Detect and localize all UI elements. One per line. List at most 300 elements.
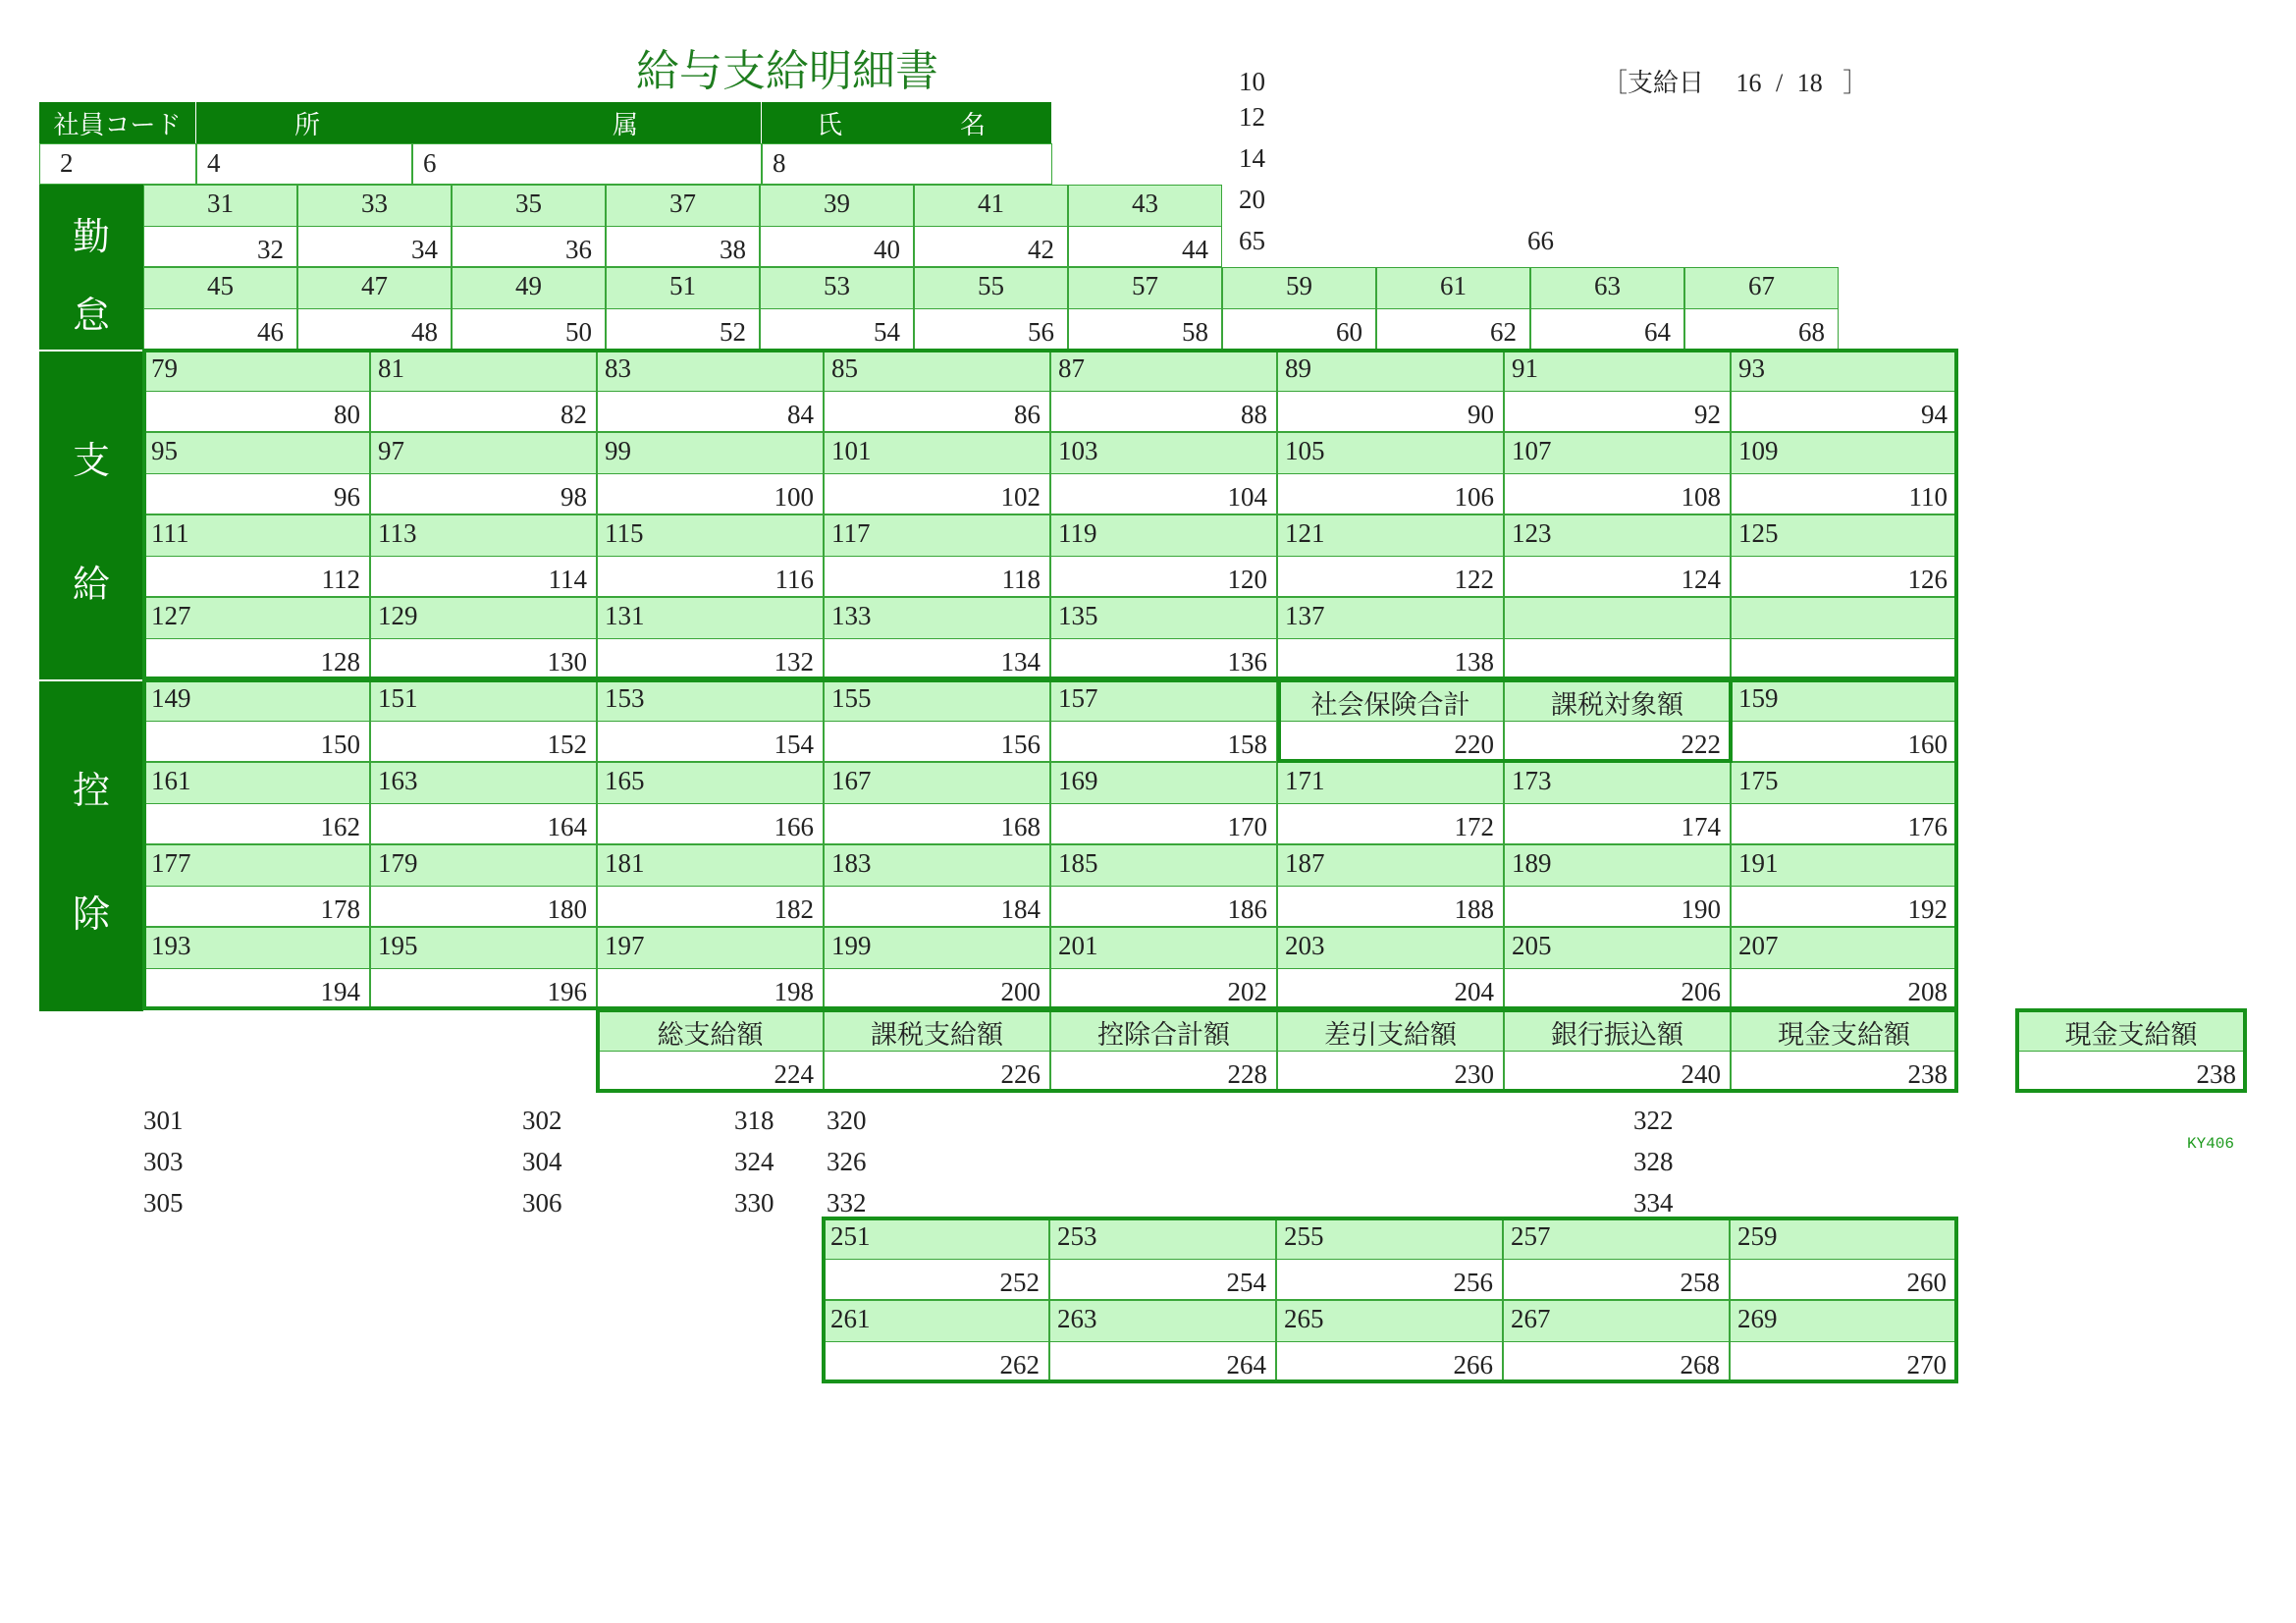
deduction-cell-r3-c6-value: 206 [1681,977,1721,1006]
deduction-cell-r3-c4 [1050,927,1277,1009]
payment-cell-r3-c3 [824,597,1050,679]
deduction-cell-r3-c4-value: 202 [1227,977,1267,1006]
payment-cell-r2-c3-value: 118 [1001,565,1041,594]
extra-cell-r1-c0 [823,1300,1049,1382]
totals-cell-2-label: 控除合計額 [1097,1020,1230,1051]
payment-cell-r0-c6-value: 92 [1694,400,1721,429]
code-20: 20 [1239,185,1265,214]
deduction-cell-r1-c0-value: 162 [320,812,360,841]
deduction-cell-r0-c1-value: 152 [547,730,587,759]
payment-cell-r2-c1-label: 113 [378,518,417,548]
totals-cell-5 [1731,1009,1957,1092]
payment-cell-r2-c5 [1277,514,1504,597]
deduction-cell-r2-c4 [1050,844,1277,927]
page-title: 給与支給明細書 [636,46,938,96]
extra-cell-r0-c4 [1730,1217,1956,1300]
extra-cell-r1-c2-value: 266 [1453,1350,1493,1380]
attendance-label-2: 怠 [72,294,110,337]
deduction-cell-r2-c3 [824,844,1050,927]
attendance-cell-r1-5-label: 41 [978,189,1004,218]
lower-code-r1-c0: 303 [143,1147,184,1176]
deduction-cell-r2-c0-label: 177 [151,848,191,878]
payment-cell-r1-c7-value: 110 [1908,482,1948,512]
totals-cell-1-label: 課税支給額 [871,1020,1003,1051]
extra-cell-r1-c1-label: 263 [1057,1304,1097,1333]
payment-cell-r3-c1-value: 130 [547,647,587,676]
deduction-cell-r2-c4-value: 186 [1227,894,1267,924]
attendance-cell-r1-1-value: 34 [411,235,438,264]
attendance-cell-r1-3-label: 37 [669,189,696,218]
deduction-cell-r1-c0 [143,762,370,844]
deduction-cell-r1-c4-label: 169 [1058,766,1098,795]
totals-cell-0-label: 総支給額 [657,1020,764,1051]
attendance-cell-r1-0-value: 32 [257,235,284,264]
attendance-label-1: 勤 [72,215,110,258]
payment-cell-r0-c3 [824,350,1050,432]
cash-box [2016,1009,2246,1092]
deduction-cell-r2-c7-label: 191 [1738,848,1779,878]
deduction-cell-r0-c3-label: 155 [831,683,872,713]
deduction-label-1: 控 [72,769,110,812]
extra-cell-r1-c2-label: 265 [1284,1304,1324,1333]
deduction-cell-r2-c2-label: 181 [605,848,645,878]
deduction-cell-r1-c6-value: 174 [1681,812,1721,841]
extra-cell-r1-c1 [1049,1300,1276,1382]
payment-cell-r1-c0 [143,432,370,514]
department-field-2 [412,143,762,185]
payment-cell-r3-c3-value: 134 [1000,647,1041,676]
extra-cell-r1-c3 [1503,1300,1730,1382]
deduction-cell-r3-c3 [824,927,1050,1009]
deduction-cell-r3-c0-value: 194 [320,977,360,1006]
deduction-cell-r2-c3-label: 183 [831,848,872,878]
pay-date [1602,63,1868,99]
name-field [762,143,1052,185]
payment-cell-r1-c2 [597,432,824,514]
deduction-cell-r0-c7-label: 159 [1738,683,1779,713]
deduction-cell-r0-c5-value: 220 [1454,730,1494,759]
attendance-cell-r1-1-label: 33 [361,189,388,218]
deduction-cell-r3-c6 [1504,927,1731,1009]
payment-cell-r0-c5 [1277,350,1504,432]
department-label-b: 属 [613,110,639,140]
attendance-cell-r2-1-value: 48 [411,317,438,347]
deduction-section-label [39,679,143,1011]
payment-cell-r2-c4-value: 120 [1227,565,1267,594]
payment-cell-r2-c4-label: 119 [1058,518,1097,548]
lower-code-r2-c1: 306 [522,1188,562,1217]
deduction-cell-r2-c1-value: 180 [547,894,587,924]
deduction-cell-r2-c2 [597,844,824,927]
attendance-cell-r2-0 [143,267,297,350]
deduction-cell-r2-c5-value: 188 [1454,894,1494,924]
pay-date-day: 18 [1796,69,1823,97]
pay-date-month: 16 [1735,69,1762,97]
deduction-cell-r0-c4 [1050,679,1277,762]
attendance-cell-r2-8 [1376,267,1530,350]
deduction-cell-r2-c2-value: 182 [774,894,814,924]
name-label-a: 氏 [817,110,843,140]
payment-cell-r3-c0 [143,597,370,679]
attendance-cell-r2-1-label: 47 [361,271,388,300]
payment-cell-r1-c6-value: 108 [1681,482,1721,512]
payment-cell-r2-c2-value: 116 [774,565,814,594]
payment-cell-r3-c7-label-area [1731,597,1957,638]
deduction-cell-r1-c5-label: 171 [1285,766,1325,795]
payment-cell-r3-c2 [597,597,824,679]
attendance-cell-r2-10-value: 68 [1798,317,1825,347]
deduction-cell-r1-c5-value: 172 [1454,812,1494,841]
deduction-cell-r2-c6-value: 190 [1681,894,1721,924]
employee-code-field [39,143,196,185]
attendance-cell-r1-4-label: 39 [824,189,850,218]
attendance-cell-r2-1 [297,267,452,350]
payment-cell-r3-c6-label-area [1504,597,1731,638]
payment-cell-r1-c4-label: 103 [1058,436,1098,465]
attendance-cell-r2-7-label: 59 [1286,271,1312,300]
attendance-cell-r1-1 [297,185,452,267]
department-field-1 [196,143,412,185]
lower-code-r2-c3: 332 [827,1188,867,1217]
payment-cell-r0-c1-label: 81 [378,353,404,383]
deduction-cell-r1-c4 [1050,762,1277,844]
code-65: 65 [1239,226,1265,255]
payment-cell-r1-c1 [370,432,597,514]
deduction-cell-r1-c7-label: 175 [1738,766,1779,795]
payment-cell-r0-c7-value: 94 [1921,400,1948,429]
totals-cell-5-label: 現金支給額 [1778,1020,1910,1051]
extra-cell-r0-c1 [1049,1217,1276,1300]
name-label [762,102,1052,143]
deduction-cell-r3-c5 [1277,927,1504,1009]
extra-cell-r0-c0 [823,1217,1049,1300]
payment-cell-r3-c1 [370,597,597,679]
payment-cell-r1-c2-value: 100 [774,482,814,512]
employee-code-label: 社員コード [39,102,196,143]
payment-cell-r2-c5-label: 121 [1285,518,1325,548]
pay-date-close: ］ [1842,69,1869,97]
payment-cell-r2-c2-label: 115 [605,518,644,548]
cash-box-label: 現金支給額 [2064,1020,2198,1051]
payment-cell-r0-c2-value: 84 [787,400,814,429]
totals-cell-1-value: 226 [1000,1059,1041,1089]
deduction-cell-r0-c4-label: 157 [1058,683,1098,713]
attendance-cell-r2-2 [452,267,606,350]
payment-cell-r2-c0-value: 112 [321,565,360,594]
deduction-cell-r0-c7 [1731,679,1957,762]
extra-cell-r0-c0-value: 252 [999,1268,1040,1297]
lower-code-r2-c4: 334 [1633,1188,1674,1217]
payment-cell-r0-c6 [1504,350,1731,432]
attendance-cell-r2-8-label: 61 [1440,271,1467,300]
payment-cell-r1-c2-label: 99 [605,436,631,465]
deduction-cell-r3-c7 [1731,927,1957,1009]
payment-cell-r3-c4-value: 136 [1227,647,1267,676]
deduction-cell-r1-c7 [1731,762,1957,844]
attendance-cell-r2-3-value: 52 [720,317,746,347]
payment-cell-r2-c7-label: 125 [1738,518,1779,548]
payment-cell-r2-c1 [370,514,597,597]
extra-cell-r1-c1-value: 264 [1226,1350,1266,1380]
lower-code-r1-c1: 304 [522,1147,562,1176]
extra-cell-r1-c3-label: 267 [1511,1304,1551,1333]
totals-cell-1 [824,1009,1050,1092]
extra-cell-r1-c4 [1730,1300,1956,1382]
deduction-cell-r0-c3-value: 156 [1000,730,1041,759]
payment-cell-r2-c3 [824,514,1050,597]
deduction-cell-r3-c4-label: 201 [1058,931,1098,960]
extra-cell-r0-c1-value: 254 [1226,1268,1266,1297]
attendance-cell-r1-2-value: 36 [565,235,592,264]
payment-cell-r3-c5-label: 137 [1285,601,1325,630]
payment-cell-r1-c7-label: 109 [1738,436,1779,465]
totals-cell-4 [1504,1009,1731,1092]
payment-cell-r0-c2 [597,350,824,432]
payment-cell-r0-c1 [370,350,597,432]
deduction-cell-r2-c4-label: 185 [1058,848,1098,878]
attendance-cell-r1-0 [143,185,297,267]
extra-cell-r0-c2 [1276,1217,1503,1300]
deduction-cell-r3-c1-value: 196 [547,977,587,1006]
payment-cell-r0-c6-label: 91 [1512,353,1538,383]
attendance-cell-r1-6-label: 43 [1132,189,1158,218]
deduction-cell-r1-c6-label: 173 [1512,766,1552,795]
extra-cell-r0-c3-label: 257 [1511,1221,1551,1251]
deduction-cell-r2-c1 [370,844,597,927]
extra-cell-r0-c1-label: 253 [1057,1221,1097,1251]
payment-cell-r3-c2-value: 132 [774,647,814,676]
payment-cell-r2-c6-value: 124 [1681,565,1721,594]
payment-cell-r1-c1-value: 98 [561,482,587,512]
extra-cell-r1-c4-label: 269 [1737,1304,1778,1333]
department-value-1: 4 [207,148,221,178]
payment-cell-r2-c4 [1050,514,1277,597]
deduction-cell-r1-c1-label: 163 [378,766,418,795]
attendance-cell-r1-2-label: 35 [515,189,542,218]
payment-cell-r1-c3-label: 101 [831,436,872,465]
deduction-cell-r1-c3-value: 168 [1000,812,1041,841]
extra-cell-r1-c3-value: 268 [1680,1350,1720,1380]
attendance-cell-r1-6 [1068,185,1222,267]
lower-code-r0-c1: 302 [522,1106,562,1135]
extra-cell-r1-c4-value: 270 [1906,1350,1947,1380]
payment-cell-r0-c5-value: 90 [1468,400,1494,429]
deduction-cell-r2-c7 [1731,844,1957,927]
lower-code-r0-c2: 318 [734,1106,774,1135]
deduction-cell-r3-c3-label: 199 [831,931,872,960]
deduction-cell-r1-c2 [597,762,824,844]
extra-cell-r1-c2 [1276,1300,1503,1382]
payment-cell-r3-c0-value: 128 [320,647,360,676]
attendance-cell-r2-10-label: 67 [1748,271,1775,300]
payment-cell-r3-c0-label: 127 [151,601,191,630]
deduction-cell-r1-c6 [1504,762,1731,844]
payment-cell-r1-c1-label: 97 [378,436,404,465]
attendance-cell-r2-4 [760,267,914,350]
attendance-cell-r2-8-value: 62 [1490,317,1517,347]
deduction-cell-r3-c6-label: 205 [1512,931,1552,960]
attendance-cell-r2-9-label: 63 [1594,271,1621,300]
attendance-cell-r2-5-value: 56 [1028,317,1054,347]
deduction-cell-r0-c4-value: 158 [1227,730,1267,759]
deduction-cell-r0-c7-value: 160 [1907,730,1948,759]
payment-section-label [39,350,143,681]
attendance-cell-r2-6-value: 58 [1182,317,1208,347]
employee-code-value: 2 [60,148,74,178]
payment-cell-r1-c4 [1050,432,1277,514]
deduction-cell-r0-c2-label: 153 [605,683,645,713]
deduction-cell-r0-c3 [824,679,1050,762]
deduction-cell-r1-c2-value: 166 [774,812,814,841]
payment-cell-r3-c3-label: 133 [831,601,872,630]
deduction-cell-r0-c1 [370,679,597,762]
deduction-cell-r0-c2-value: 154 [774,730,814,759]
deduction-cell-r3-c3-value: 200 [1000,977,1041,1006]
payment-cell-r2-c6-label: 123 [1512,518,1552,548]
attendance-cell-r2-5-label: 55 [978,271,1004,300]
extra-cell-r0-c2-label: 255 [1284,1221,1324,1251]
payment-cell-r1-c5-value: 106 [1454,482,1494,512]
deduction-cell-r3-c5-value: 204 [1454,977,1494,1006]
attendance-cell-r1-3 [606,185,760,267]
deduction-cell-r2-c0 [143,844,370,927]
deduction-cell-r0-c6 [1504,679,1731,762]
deduction-cell-r1-c3 [824,762,1050,844]
deduction-cell-r0-c6-value: 222 [1681,730,1721,759]
payment-cell-r0-c0-value: 80 [334,400,360,429]
pay-date-open: ［支給日 [1602,69,1705,97]
deduction-cell-r3-c5-label: 203 [1285,931,1325,960]
payment-cell-r3-c2-label: 131 [605,601,645,630]
attendance-cell-r1-4 [760,185,914,267]
attendance-cell-r2-2-label: 49 [515,271,542,300]
payment-cell-r0-c7-label: 93 [1738,353,1765,383]
deduction-cell-r1-c7-value: 176 [1907,812,1948,841]
attendance-cell-r2-9-value: 64 [1644,317,1671,347]
payment-cell-r0-c4-label: 87 [1058,353,1085,383]
attendance-cell-r1-0-label: 31 [207,189,234,218]
cash-box-value: 238 [2196,1059,2236,1089]
deduction-cell-r2-c6-label: 189 [1512,848,1552,878]
deduction-cell-r2-c5-label: 187 [1285,848,1325,878]
payment-cell-r3-c4 [1050,597,1277,679]
deduction-cell-r3-c1 [370,927,597,1009]
code-14: 14 [1239,143,1265,173]
deduction-cell-r1-c0-label: 161 [151,766,191,795]
attendance-cell-r2-4-value: 54 [874,317,900,347]
lower-code-r2-c0: 305 [143,1188,184,1217]
attendance-cell-r2-9 [1530,267,1684,350]
extra-cell-r1-c0-value: 262 [999,1350,1040,1380]
lower-code-r0-c3: 320 [827,1106,867,1135]
deduction-cell-r3-c2-value: 198 [774,977,814,1006]
attendance-cell-r2-6-label: 57 [1132,271,1158,300]
attendance-cell-r2-0-label: 45 [207,271,234,300]
deduction-cell-r0-c0-value: 150 [320,730,360,759]
deduction-cell-r0-c5-label: 社会保険合計 [1310,690,1470,721]
payment-cell-r3-c1-label: 129 [378,601,418,630]
deduction-cell-r3-c2 [597,927,824,1009]
attendance-cell-r2-7-value: 60 [1336,317,1362,347]
extra-cell-r0-c3-value: 258 [1680,1268,1720,1297]
deduction-cell-r0-c6-label: 課税対象額 [1551,690,1683,721]
attendance-cell-r1-3-value: 38 [720,235,746,264]
payment-cell-r3-c6-value-area [1504,638,1731,679]
deduction-cell-r3-c7-value: 208 [1907,977,1948,1006]
totals-cell-4-value: 240 [1681,1059,1721,1089]
attendance-cell-r1-2 [452,185,606,267]
payment-cell-r3-c4-label: 135 [1058,601,1098,630]
deduction-cell-r1-c5 [1277,762,1504,844]
deduction-label-2: 除 [72,893,110,936]
totals-cell-2-value: 228 [1227,1059,1267,1089]
attendance-cell-r1-5-value: 42 [1028,235,1054,264]
payment-label-2: 給 [72,563,110,606]
payment-cell-r2-c2 [597,514,824,597]
deduction-cell-r0-c0-label: 149 [151,683,191,713]
payment-cell-r0-c3-value: 86 [1014,400,1041,429]
extra-cell-r0-c2-value: 256 [1453,1268,1493,1297]
payment-cell-r1-c5 [1277,432,1504,514]
code-12: 12 [1239,102,1265,132]
deduction-cell-r0-c1-label: 151 [378,683,418,713]
payment-cell-r2-c5-value: 122 [1454,565,1494,594]
lower-code-r1-c3: 326 [827,1147,867,1176]
deduction-cell-r3-c0-label: 193 [151,931,191,960]
attendance-cell-r2-10 [1684,267,1839,350]
attendance-section-label [39,185,143,350]
payment-cell-r1-c5-label: 105 [1285,436,1325,465]
payment-cell-r3-c5 [1277,597,1504,679]
attendance-cell-r1-4-value: 40 [874,235,900,264]
payment-cell-r0-c5-label: 89 [1285,353,1311,383]
payment-cell-r2-c0-label: 111 [151,518,189,548]
deduction-cell-r2-c1-label: 179 [378,848,418,878]
deduction-cell-r1-c1 [370,762,597,844]
attendance-cell-r2-6 [1068,267,1222,350]
attendance-cell-r1-6-value: 44 [1182,235,1208,264]
payment-label-1: 支 [72,439,110,482]
attendance-cell-r2-4-label: 53 [824,271,850,300]
payment-cell-r1-c0-value: 96 [334,482,360,512]
lower-code-r2-c2: 330 [734,1188,774,1217]
totals-cell-3-value: 230 [1454,1059,1494,1089]
code-66: 66 [1527,226,1554,255]
lower-code-r1-c4: 328 [1633,1147,1674,1176]
attendance-cell-r2-7 [1222,267,1376,350]
attendance-cell-r2-3-label: 51 [669,271,696,300]
totals-cell-0 [597,1009,824,1092]
deduction-cell-r0-c5 [1277,679,1504,762]
attendance-cell-r2-0-value: 46 [257,317,284,347]
extra-cell-r0-c4-label: 259 [1737,1221,1778,1251]
deduction-cell-r2-c0-value: 178 [320,894,360,924]
name-label-b: 名 [960,110,987,140]
totals-cell-5-value: 238 [1907,1059,1948,1089]
payment-cell-r1-c7 [1731,432,1957,514]
payment-cell-r1-c3-value: 102 [1000,482,1041,512]
attendance-cell-r2-2-value: 50 [565,317,592,347]
deduction-cell-r2-c5 [1277,844,1504,927]
totals-cell-3-label: 差引支給額 [1324,1020,1457,1051]
code-10: 10 [1239,67,1265,96]
payment-cell-r1-c4-value: 104 [1227,482,1267,512]
pay-date-sep: / [1776,69,1784,97]
deduction-cell-r0-c2 [597,679,824,762]
lower-code-r0-c4: 322 [1633,1106,1674,1135]
deduction-cell-r1-c3-label: 167 [831,766,872,795]
deduction-cell-r2-c7-value: 192 [1907,894,1948,924]
